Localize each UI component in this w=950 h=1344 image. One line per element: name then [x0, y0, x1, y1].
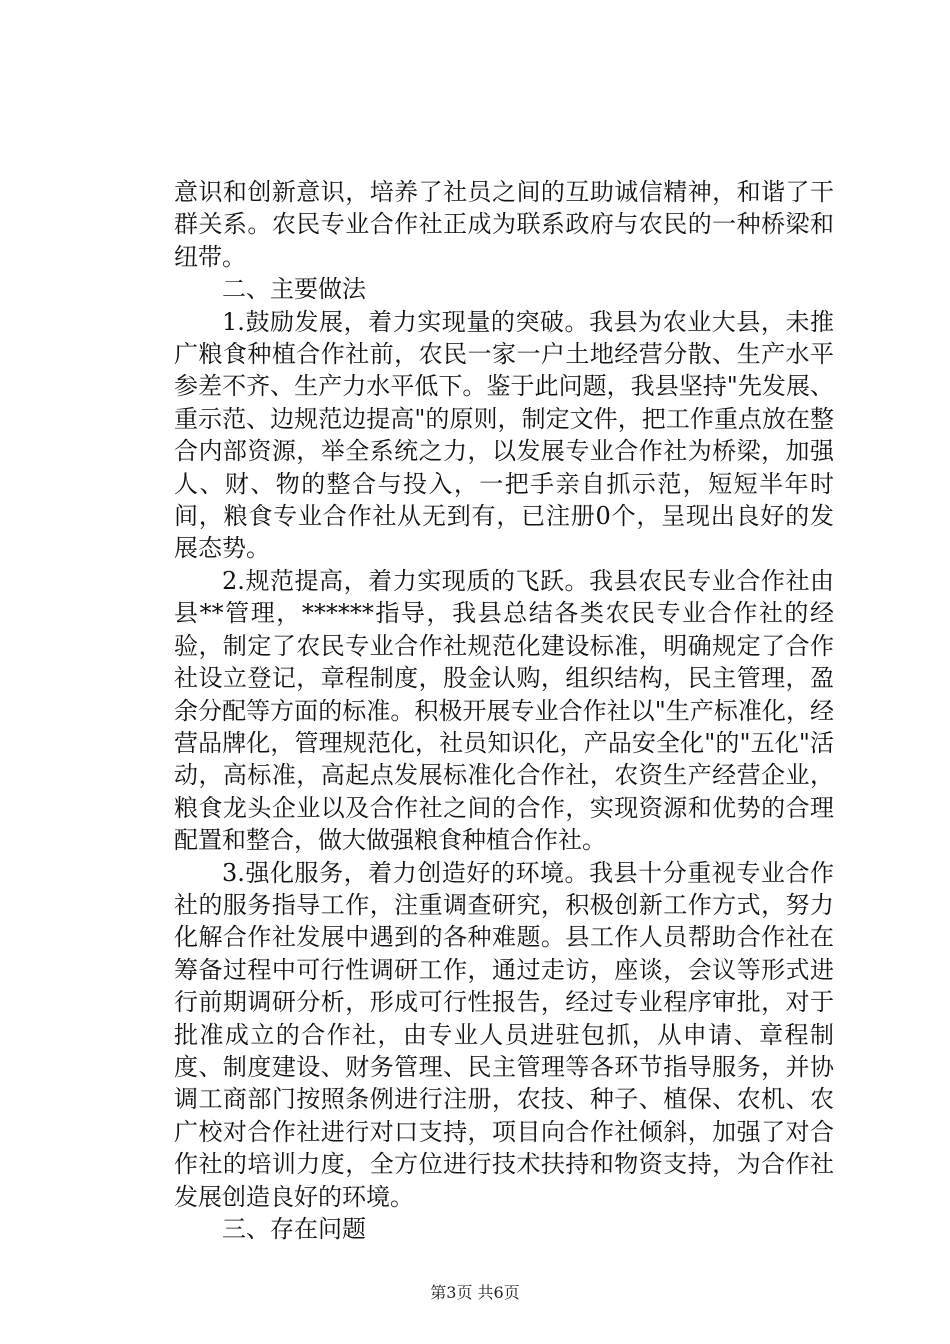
document-body — [174, 176, 834, 1245]
section-heading-existing-problems: 三、存在问题 — [222, 1215, 366, 1243]
paragraph-encourage-development: 1.鼓励发展，着力实现量的突破。我县为农业大县，未推广粮食种植合作社前，农民一家一户土地经营分散、生产水平参差不齐、生产力水平低下。鉴于此问题，我县坚持"先发展、重示范、边规范边提高"的原则，制定文件，把工作重点放在整合内部资源，举全系统之力，以发展专业合作社为桥梁，加强人、财、物的整合与投入，一把手亲自抓示范，短短半年时间，粮食专业合作社从无到有，已注册0个，呈现出良好的发展态势。 — [174, 307, 834, 563]
page-number-footer: 第3页 共6页 — [430, 1283, 520, 1302]
section-heading-main-practices: 二、主要做法 — [222, 275, 366, 304]
paragraph-continuation: 意识和创新意识，培养了社员之间的互助诚信精神，和谐了干群关系。农民专业合作社正成为联系政府与农民的一种桥梁和纽带。 — [174, 178, 834, 271]
paragraph-strengthen-service: 3.强化服务，着力创造好的环境。我县十分重视专业合作社的服务指导工作，注重调查研究，积极创新工作方式，努力化解合作社发展中遇到的各种难题。县工作人员帮助合作社在筹备过程中可行性调研工作，通过走访，座谈，会议等形式进行前期调研分析，形成可行性报告，经过专业程序审批，对于批准成立的合作社，由专业人员进驻包抓，从申请、章程制度、制度建设、财务管理、民主管理等各环节指导服务，并协调工商部门按照条例进行注册，农技、种子、植保、农机、农广校对合作社进行对口支持，项目向合作社倾斜，加强了对合作社的培训力度，全方位进行技术扶持和物资支持，为合作社发展创造良好的环境。 — [174, 858, 834, 1211]
paragraph-standardize-improve: 2.规范提高，着力实现质的飞跃。我县农民专业合作社由县**管理，******指导，我县总结各类农民专业合作社的经验，制定了农民专业合作社规范化建设标准，明确规定了合作社设立登记，章程制度，股金认购，组织结构，民主管理，盈余分配等方面的标准。积极开展专业合作社以"生产标准化，经营品牌化，管理规范化，社员知识化，产品安全化"的"五化"活动，高标准，高起点发展标准化合作社，农资生产经营企业，粮食龙头企业以及合作社之间的合作，实现资源和优势的合理配置和整合，做大做强粮食种植合作社。 — [174, 566, 834, 855]
